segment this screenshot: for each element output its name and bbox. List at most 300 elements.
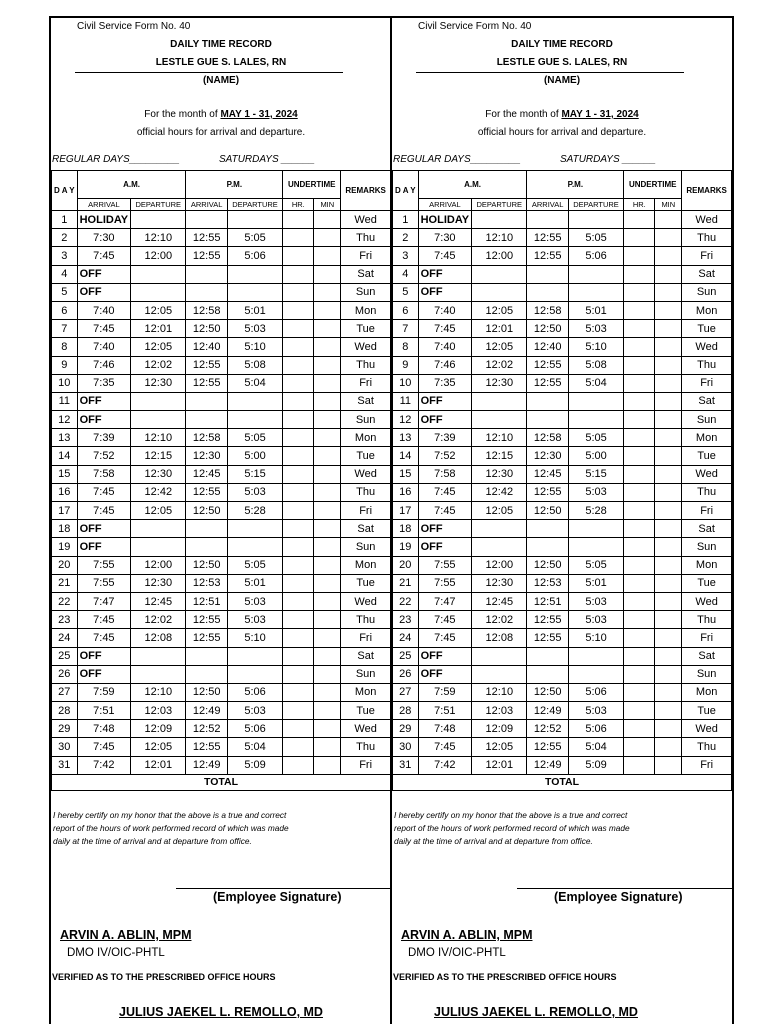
pm-arrival-cell: 12:51 bbox=[527, 592, 568, 610]
day-cell: 9 bbox=[52, 356, 78, 374]
remarks-cell: Sun bbox=[682, 283, 732, 301]
am-arrival-cell: 7:30 bbox=[418, 229, 472, 247]
undertime-min-cell bbox=[314, 301, 341, 319]
undertime-min-cell bbox=[314, 592, 341, 610]
table-row bbox=[52, 502, 391, 520]
undertime-hr-cell bbox=[624, 320, 655, 338]
pm-arrival-cell: 12:30 bbox=[527, 447, 568, 465]
am-departure-cell bbox=[131, 411, 186, 429]
pm-arrival-cell: 12:55 bbox=[186, 738, 227, 756]
day-cell: 28 bbox=[393, 702, 419, 720]
undertime-min-cell bbox=[655, 338, 682, 356]
dtr-rows bbox=[393, 211, 732, 775]
pm-arrival-header: ARRIVAL bbox=[186, 199, 227, 211]
am-arrival-cell: 7:45 bbox=[77, 483, 131, 501]
remarks-cell: Wed bbox=[682, 211, 732, 229]
pm-arrival-cell bbox=[527, 283, 568, 301]
day-cell: 23 bbox=[52, 611, 78, 629]
undertime-min-cell bbox=[655, 247, 682, 265]
pm-arrival-cell: 12:55 bbox=[186, 229, 227, 247]
am-arrival-cell: 7:39 bbox=[77, 429, 131, 447]
am-departure-cell: 12:10 bbox=[472, 229, 527, 247]
am-departure-cell: 12:00 bbox=[472, 556, 527, 574]
am-departure-cell: 12:00 bbox=[131, 556, 186, 574]
undertime-hr-cell bbox=[283, 338, 314, 356]
employee-signature-caption: (Employee Signature) bbox=[213, 890, 342, 904]
am-departure-cell bbox=[472, 647, 527, 665]
remarks-cell: Tue bbox=[682, 702, 732, 720]
pm-arrival-cell bbox=[186, 211, 227, 229]
pm-arrival-cell bbox=[527, 211, 568, 229]
pm-departure-cell: 5:28 bbox=[227, 502, 282, 520]
am-arrival-cell: OFF bbox=[418, 520, 472, 538]
header-row-2 bbox=[52, 199, 391, 211]
remarks-cell: Wed bbox=[682, 465, 732, 483]
day-cell: 27 bbox=[52, 683, 78, 701]
pm-arrival-cell: 12:53 bbox=[186, 574, 227, 592]
am-arrival-cell: HOLIDAY bbox=[77, 211, 131, 229]
undertime-hr-cell bbox=[283, 611, 314, 629]
undertime-hr-cell bbox=[283, 211, 314, 229]
table-row bbox=[393, 556, 732, 574]
undertime-min-cell bbox=[314, 683, 341, 701]
am-departure-cell: 12:01 bbox=[472, 320, 527, 338]
day-cell: 21 bbox=[52, 574, 78, 592]
am-arrival-cell: 7:52 bbox=[77, 447, 131, 465]
am-arrival-cell: 7:45 bbox=[77, 247, 131, 265]
undertime-hr-cell bbox=[283, 301, 314, 319]
am-departure-cell bbox=[131, 665, 186, 683]
am-arrival-cell: OFF bbox=[77, 538, 131, 556]
am-arrival-cell: 7:40 bbox=[418, 338, 472, 356]
month-prefix: For the month of bbox=[485, 109, 559, 120]
table-row bbox=[393, 411, 732, 429]
am-arrival-cell: 7:35 bbox=[418, 374, 472, 392]
undertime-hr-cell bbox=[283, 265, 314, 283]
undertime-hr-cell bbox=[624, 738, 655, 756]
remarks-cell: Wed bbox=[341, 720, 391, 738]
am-arrival-cell: 7:45 bbox=[418, 483, 472, 501]
pm-departure-cell: 5:01 bbox=[227, 301, 282, 319]
undertime-min-cell bbox=[314, 502, 341, 520]
day-cell: 13 bbox=[52, 429, 78, 447]
day-cell: 30 bbox=[52, 738, 78, 756]
undertime-min-cell bbox=[655, 429, 682, 447]
remarks-cell: Mon bbox=[341, 556, 391, 574]
undertime-min-cell bbox=[655, 483, 682, 501]
undertime-hr-cell bbox=[283, 520, 314, 538]
undertime-min-cell bbox=[655, 301, 682, 319]
day-cell: 2 bbox=[52, 229, 78, 247]
day-cell: 19 bbox=[393, 538, 419, 556]
pm-departure-cell: 5:01 bbox=[568, 301, 623, 319]
remarks-cell: Tue bbox=[341, 574, 391, 592]
undertime-hr-cell bbox=[283, 574, 314, 592]
am-departure-cell: 12:15 bbox=[472, 447, 527, 465]
pm-header: P.M. bbox=[527, 171, 624, 199]
employee-name: LESTLE GUE S. LALES, RN bbox=[155, 57, 287, 68]
form-number: Civil Service Form No. 40 bbox=[77, 21, 191, 32]
table-row bbox=[393, 702, 732, 720]
pm-arrival-cell: 12:55 bbox=[527, 483, 568, 501]
remarks-cell: Wed bbox=[682, 592, 732, 610]
am-arrival-cell: OFF bbox=[418, 647, 472, 665]
am-arrival-cell: HOLIDAY bbox=[418, 211, 472, 229]
undertime-min-cell bbox=[655, 538, 682, 556]
table-row bbox=[52, 538, 391, 556]
pm-departure-cell bbox=[568, 520, 623, 538]
undertime-header: UNDERTIME bbox=[283, 171, 341, 199]
table-row bbox=[393, 447, 732, 465]
table-row bbox=[52, 756, 391, 774]
day-cell: 22 bbox=[52, 592, 78, 610]
remarks-cell: Wed bbox=[341, 211, 391, 229]
undertime-min-cell bbox=[655, 265, 682, 283]
am-arrival-cell: 7:52 bbox=[418, 447, 472, 465]
name-caption: (NAME) bbox=[202, 75, 240, 86]
dtr-table bbox=[392, 170, 732, 791]
table-row bbox=[393, 374, 732, 392]
name-underline bbox=[75, 72, 343, 73]
remarks-cell: Fri bbox=[341, 374, 391, 392]
am-departure-cell: 12:30 bbox=[472, 574, 527, 592]
undertime-hr-header: HR. bbox=[624, 199, 655, 211]
undertime-min-cell bbox=[655, 738, 682, 756]
pm-departure-header: DEPARTURE bbox=[568, 199, 623, 211]
am-departure-cell bbox=[472, 265, 527, 283]
undertime-min-cell bbox=[655, 556, 682, 574]
table-row bbox=[393, 592, 732, 610]
day-cell: 19 bbox=[52, 538, 78, 556]
remarks-cell: Thu bbox=[341, 611, 391, 629]
day-cell: 24 bbox=[393, 629, 419, 647]
pm-departure-cell: 5:06 bbox=[227, 683, 282, 701]
pm-arrival-cell: 12:50 bbox=[186, 502, 227, 520]
undertime-min-cell bbox=[655, 520, 682, 538]
remarks-cell: Tue bbox=[341, 702, 391, 720]
table-row bbox=[52, 356, 391, 374]
undertime-min-cell bbox=[655, 229, 682, 247]
undertime-hr-cell bbox=[283, 683, 314, 701]
am-departure-cell: 12:01 bbox=[472, 756, 527, 774]
form-title: DAILY TIME RECORD bbox=[170, 39, 272, 50]
certification-text: I hereby certify on my honor that the above is a true and correct report of the hours of work performed record of which was made daily at the time of arrival and at departure from office. bbox=[53, 810, 289, 846]
undertime-min-cell bbox=[655, 683, 682, 701]
table-row bbox=[52, 411, 391, 429]
pm-departure-cell: 5:00 bbox=[227, 447, 282, 465]
undertime-min-cell bbox=[314, 556, 341, 574]
dtr-form-right bbox=[390, 16, 734, 1024]
form-title: DAILY TIME RECORD bbox=[511, 39, 613, 50]
regular-days: REGULAR DAYS_________ bbox=[393, 154, 521, 165]
day-cell: 14 bbox=[52, 447, 78, 465]
remarks-cell: Thu bbox=[682, 611, 732, 629]
remarks-cell: Fri bbox=[341, 629, 391, 647]
undertime-min-cell bbox=[655, 629, 682, 647]
table-row bbox=[393, 392, 732, 410]
pm-departure-cell bbox=[568, 265, 623, 283]
pm-departure-cell: 5:05 bbox=[227, 229, 282, 247]
pm-departure-cell bbox=[227, 411, 282, 429]
day-cell: 11 bbox=[393, 392, 419, 410]
table-row bbox=[52, 574, 391, 592]
am-departure-cell: 12:30 bbox=[131, 374, 186, 392]
am-arrival-cell: 7:51 bbox=[77, 702, 131, 720]
pm-departure-cell: 5:06 bbox=[568, 247, 623, 265]
undertime-min-cell bbox=[314, 574, 341, 592]
remarks-cell: Sun bbox=[682, 411, 732, 429]
undertime-min-cell bbox=[314, 756, 341, 774]
day-cell: 29 bbox=[393, 720, 419, 738]
month-prefix: For the month of bbox=[144, 109, 218, 120]
day-cell: 14 bbox=[393, 447, 419, 465]
undertime-hr-cell bbox=[283, 720, 314, 738]
am-departure-cell: 12:10 bbox=[472, 683, 527, 701]
pm-departure-cell: 5:05 bbox=[227, 429, 282, 447]
am-departure-cell: 12:10 bbox=[131, 683, 186, 701]
am-departure-cell bbox=[131, 647, 186, 665]
am-header: A.M. bbox=[418, 171, 527, 199]
pm-departure-cell: 5:08 bbox=[568, 356, 623, 374]
am-departure-cell bbox=[472, 411, 527, 429]
signature-line bbox=[517, 888, 732, 889]
table-row bbox=[52, 429, 391, 447]
pm-header: P.M. bbox=[186, 171, 283, 199]
name-caption: (NAME) bbox=[543, 75, 581, 86]
table-row bbox=[393, 720, 732, 738]
table-row bbox=[52, 392, 391, 410]
undertime-min-cell bbox=[655, 211, 682, 229]
remarks-cell: Sun bbox=[341, 538, 391, 556]
am-departure-cell: 12:05 bbox=[131, 502, 186, 520]
am-departure-cell: 12:09 bbox=[131, 720, 186, 738]
dtr-rows bbox=[52, 211, 391, 775]
am-arrival-cell: 7:58 bbox=[418, 465, 472, 483]
pm-departure-cell bbox=[227, 392, 282, 410]
pm-arrival-cell: 12:55 bbox=[527, 374, 568, 392]
undertime-hr-cell bbox=[283, 502, 314, 520]
undertime-min-cell bbox=[655, 392, 682, 410]
am-departure-cell: 12:05 bbox=[131, 738, 186, 756]
pm-departure-cell bbox=[568, 392, 623, 410]
day-cell: 10 bbox=[393, 374, 419, 392]
pm-arrival-cell bbox=[186, 538, 227, 556]
pm-departure-cell: 5:03 bbox=[227, 592, 282, 610]
day-cell: 7 bbox=[393, 320, 419, 338]
table-row bbox=[393, 574, 732, 592]
remarks-cell: Mon bbox=[682, 429, 732, 447]
am-departure-cell: 12:30 bbox=[472, 465, 527, 483]
table-row bbox=[52, 338, 391, 356]
total-row bbox=[393, 774, 732, 790]
undertime-hr-cell bbox=[624, 756, 655, 774]
day-cell: 6 bbox=[52, 301, 78, 319]
day-cell: 17 bbox=[52, 502, 78, 520]
am-departure-cell bbox=[131, 283, 186, 301]
pm-arrival-cell: 12:30 bbox=[186, 447, 227, 465]
am-departure-cell: 12:05 bbox=[472, 338, 527, 356]
am-departure-cell: 12:30 bbox=[131, 574, 186, 592]
undertime-hr-cell bbox=[283, 392, 314, 410]
pm-arrival-cell: 12:45 bbox=[186, 465, 227, 483]
pm-departure-cell: 5:06 bbox=[227, 720, 282, 738]
pm-arrival-cell: 12:49 bbox=[527, 702, 568, 720]
remarks-cell: Thu bbox=[682, 356, 732, 374]
remarks-cell: Mon bbox=[341, 301, 391, 319]
official-hours-text: official hours for arrival and departure. bbox=[136, 127, 306, 138]
pm-departure-cell: 5:06 bbox=[568, 683, 623, 701]
pm-arrival-cell: 12:58 bbox=[527, 429, 568, 447]
undertime-min-cell bbox=[314, 520, 341, 538]
am-arrival-cell: 7:55 bbox=[418, 574, 472, 592]
pm-arrival-cell: 12:52 bbox=[527, 720, 568, 738]
remarks-cell: Sat bbox=[682, 265, 732, 283]
am-arrival-cell: 7:45 bbox=[77, 629, 131, 647]
pm-departure-cell: 5:01 bbox=[227, 574, 282, 592]
undertime-hr-cell bbox=[283, 556, 314, 574]
pm-arrival-cell: 12:55 bbox=[527, 738, 568, 756]
undertime-hr-cell bbox=[283, 702, 314, 720]
am-departure-cell: 12:02 bbox=[131, 356, 186, 374]
am-arrival-cell: OFF bbox=[77, 520, 131, 538]
table-row bbox=[393, 483, 732, 501]
table-row bbox=[52, 611, 391, 629]
table-row bbox=[393, 211, 732, 229]
pm-departure-cell: 5:03 bbox=[568, 592, 623, 610]
verified-text: VERIFIED AS TO THE PRESCRIBED OFFICE HOURS bbox=[52, 972, 276, 982]
am-header: A.M. bbox=[77, 171, 186, 199]
pm-arrival-cell: 12:55 bbox=[186, 611, 227, 629]
am-departure-cell: 12:10 bbox=[472, 429, 527, 447]
undertime-hr-cell bbox=[624, 483, 655, 501]
day-cell: 2 bbox=[393, 229, 419, 247]
pm-departure-cell: 5:10 bbox=[227, 629, 282, 647]
am-departure-cell bbox=[131, 392, 186, 410]
day-cell: 20 bbox=[393, 556, 419, 574]
pm-departure-cell: 5:05 bbox=[568, 229, 623, 247]
remarks-cell: Fri bbox=[682, 629, 732, 647]
am-departure-cell: 12:02 bbox=[472, 356, 527, 374]
day-cell: 8 bbox=[393, 338, 419, 356]
table-row bbox=[393, 538, 732, 556]
am-arrival-cell: 7:45 bbox=[77, 320, 131, 338]
am-departure-cell: 12:42 bbox=[131, 483, 186, 501]
pm-departure-cell: 5:03 bbox=[568, 483, 623, 501]
pm-arrival-cell: 12:55 bbox=[527, 629, 568, 647]
pm-arrival-cell bbox=[186, 411, 227, 429]
undertime-hr-cell bbox=[624, 702, 655, 720]
am-arrival-cell: OFF bbox=[77, 647, 131, 665]
am-departure-cell: 12:00 bbox=[131, 247, 186, 265]
remarks-cell: Sun bbox=[341, 283, 391, 301]
pm-arrival-cell: 12:50 bbox=[186, 683, 227, 701]
am-departure-cell: 12:01 bbox=[131, 756, 186, 774]
pm-departure-cell bbox=[227, 211, 282, 229]
am-departure-cell: 12:15 bbox=[131, 447, 186, 465]
day-cell: 7 bbox=[52, 320, 78, 338]
month-line bbox=[392, 109, 732, 120]
header-row-1 bbox=[393, 171, 732, 199]
am-arrival-cell: 7:45 bbox=[77, 738, 131, 756]
am-arrival-cell: 7:51 bbox=[418, 702, 472, 720]
day-cell: 27 bbox=[393, 683, 419, 701]
remarks-cell: Sat bbox=[341, 392, 391, 410]
am-departure-cell: 12:05 bbox=[131, 338, 186, 356]
undertime-hr-cell bbox=[624, 629, 655, 647]
undertime-min-cell bbox=[655, 411, 682, 429]
am-arrival-cell: 7:59 bbox=[418, 683, 472, 701]
undertime-hr-cell bbox=[283, 647, 314, 665]
table-row bbox=[52, 465, 391, 483]
table-row bbox=[393, 356, 732, 374]
am-arrival-cell: 7:46 bbox=[77, 356, 131, 374]
day-cell: 18 bbox=[52, 520, 78, 538]
pm-arrival-cell: 12:49 bbox=[527, 756, 568, 774]
remarks-cell: Sun bbox=[341, 665, 391, 683]
undertime-hr-cell bbox=[624, 247, 655, 265]
am-arrival-cell: OFF bbox=[77, 411, 131, 429]
remarks-cell: Wed bbox=[682, 338, 732, 356]
undertime-hr-cell bbox=[624, 374, 655, 392]
pm-arrival-cell: 12:49 bbox=[186, 756, 227, 774]
undertime-hr-cell bbox=[283, 247, 314, 265]
undertime-min-cell bbox=[655, 592, 682, 610]
day-cell: 9 bbox=[393, 356, 419, 374]
day-cell: 10 bbox=[52, 374, 78, 392]
remarks-header: REMARKS bbox=[341, 171, 391, 211]
am-arrival-cell: 7:47 bbox=[418, 592, 472, 610]
am-arrival-cell: OFF bbox=[77, 665, 131, 683]
pm-departure-cell: 5:10 bbox=[227, 338, 282, 356]
pm-departure-cell bbox=[227, 520, 282, 538]
month-value: MAY 1 - 31, 2024 bbox=[220, 109, 298, 120]
header-row-2 bbox=[393, 199, 732, 211]
am-arrival-cell: 7:45 bbox=[77, 611, 131, 629]
pm-arrival-cell: 12:45 bbox=[527, 465, 568, 483]
day-cell: 24 bbox=[52, 629, 78, 647]
undertime-min-cell bbox=[655, 756, 682, 774]
pm-departure-cell bbox=[568, 665, 623, 683]
am-arrival-cell: OFF bbox=[77, 265, 131, 283]
am-arrival-cell: 7:46 bbox=[418, 356, 472, 374]
am-arrival-cell: 7:39 bbox=[418, 429, 472, 447]
table-row bbox=[52, 720, 391, 738]
undertime-hr-cell bbox=[624, 592, 655, 610]
remarks-cell: Sun bbox=[682, 538, 732, 556]
undertime-hr-cell bbox=[624, 301, 655, 319]
day-cell: 22 bbox=[393, 592, 419, 610]
pm-departure-cell: 5:28 bbox=[568, 502, 623, 520]
pm-arrival-cell: 12:49 bbox=[186, 702, 227, 720]
pm-arrival-cell: 12:51 bbox=[186, 592, 227, 610]
table-row bbox=[393, 229, 732, 247]
remarks-cell: Thu bbox=[682, 483, 732, 501]
undertime-min-cell bbox=[314, 374, 341, 392]
undertime-min-cell bbox=[655, 647, 682, 665]
pm-departure-cell bbox=[227, 265, 282, 283]
am-arrival-cell: 7:30 bbox=[77, 229, 131, 247]
day-cell: 13 bbox=[393, 429, 419, 447]
pm-arrival-cell: 12:55 bbox=[186, 247, 227, 265]
table-row bbox=[52, 556, 391, 574]
am-departure-cell bbox=[472, 211, 527, 229]
pm-arrival-cell bbox=[527, 538, 568, 556]
am-arrival-cell: OFF bbox=[418, 665, 472, 683]
remarks-cell: Sat bbox=[682, 392, 732, 410]
certification-text: I hereby certify on my honor that the above is a true and correct report of the hours of work performed record of which was made daily at the time of arrival and at departure from office. bbox=[394, 810, 630, 846]
pm-arrival-cell: 12:50 bbox=[186, 320, 227, 338]
undertime-min-cell bbox=[314, 647, 341, 665]
